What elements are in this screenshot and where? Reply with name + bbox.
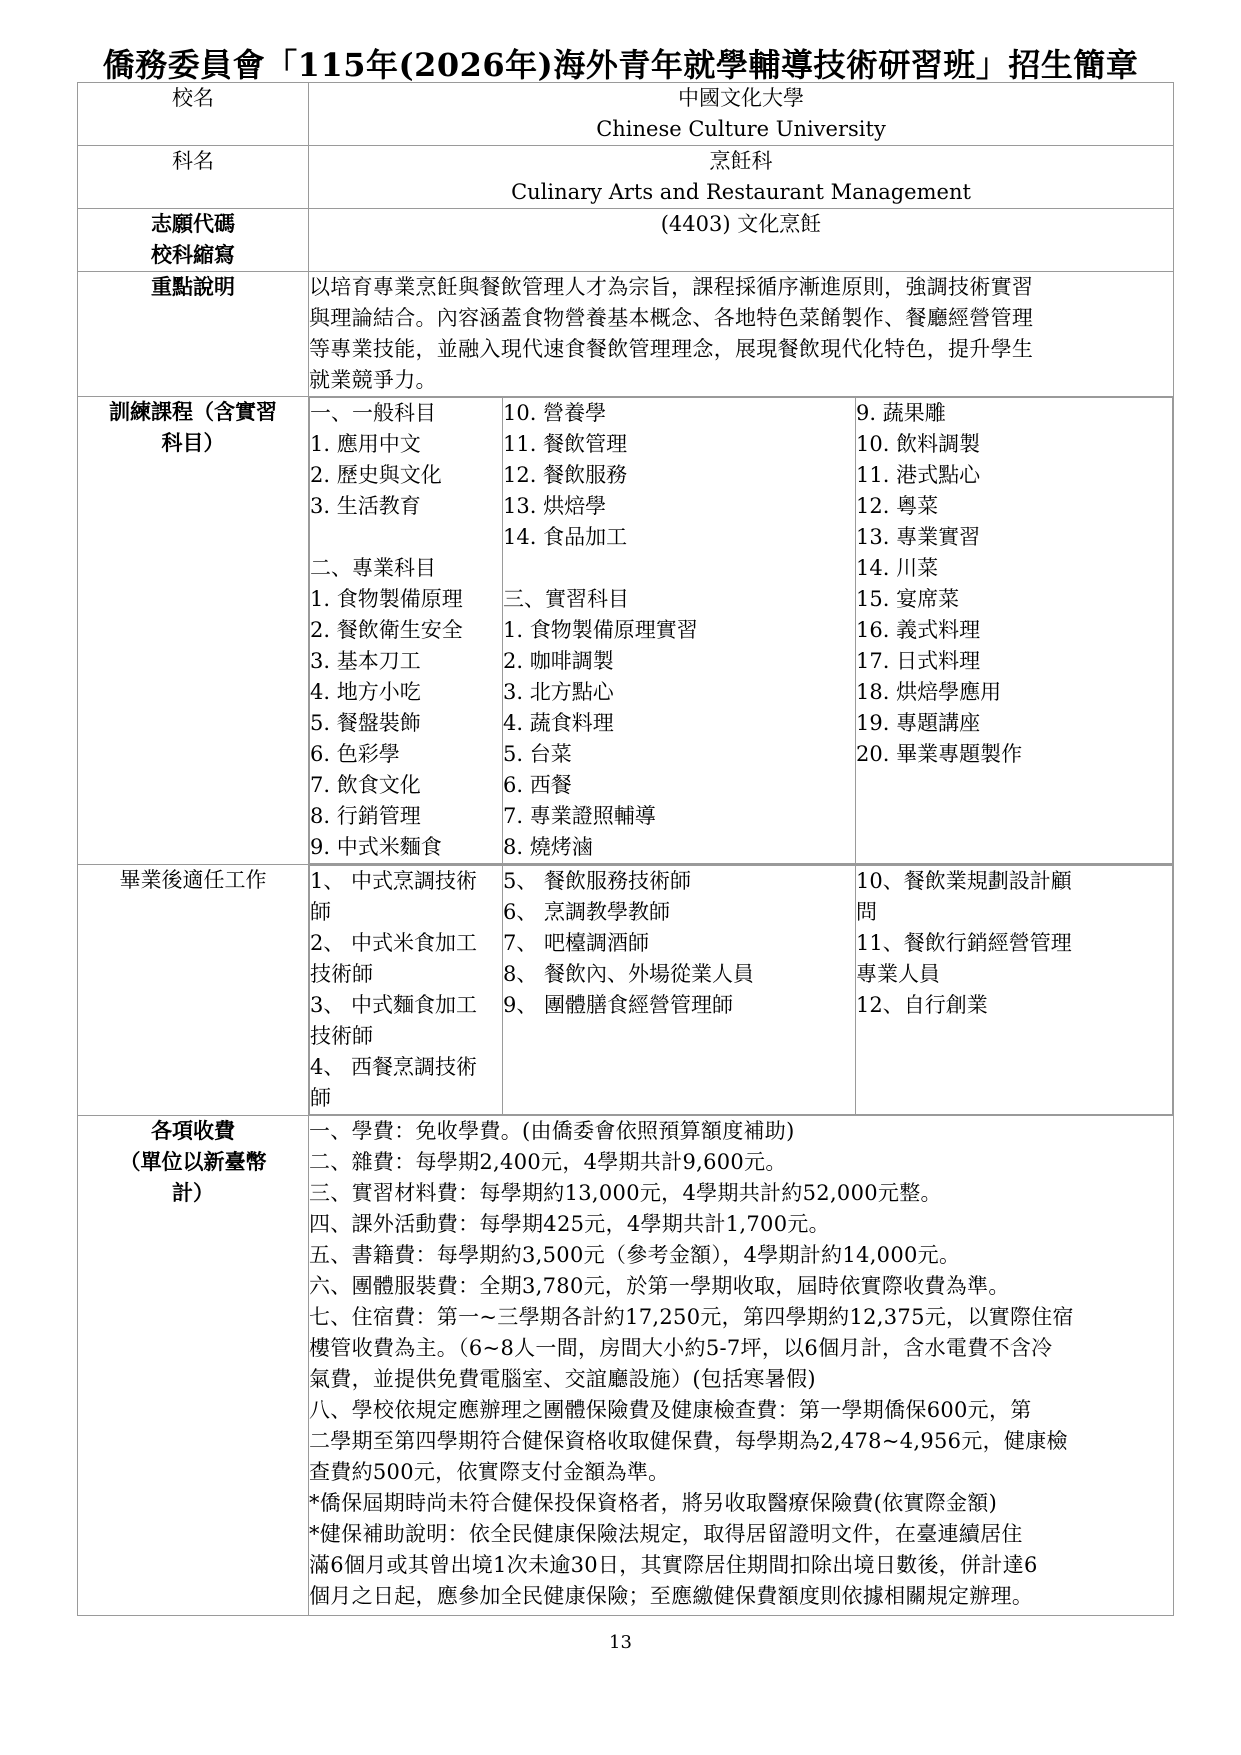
code-label-line1: 志願代碼	[151, 212, 235, 236]
fee-line: 一、學費：免收學費。(由僑委會依照預算額度補助)	[309, 1119, 795, 1143]
job-item: 9、 團體膳食經營管理師	[503, 993, 734, 1017]
course-heading: 三、實習科目	[503, 587, 629, 611]
course-item: 4. 地方小吃	[310, 680, 421, 704]
course-item: 8. 行銷管理	[310, 804, 421, 828]
fee-line: 三、實習材料費：每學期約13,000元，4學期共計約52,000元整。	[309, 1181, 942, 1205]
course-item: 11. 港式點心	[856, 463, 981, 487]
dept-value	[309, 146, 1174, 209]
fees-label-line1: 各項收費	[151, 1119, 235, 1143]
course-item: 12. 餐飲服務	[503, 463, 628, 487]
fee-line: 四、課外活動費：每學期425元，4學期共計1,700元。	[309, 1212, 830, 1236]
fee-line: 滿6個月或其曾出境1次未逾30日，其實際居住期間扣除出境日數後，併計達6	[309, 1553, 1038, 1577]
courses-label	[78, 397, 309, 865]
dept-name-zh: 烹飪科	[709, 149, 773, 173]
row-fees	[78, 1116, 1174, 1616]
key-text	[309, 272, 1174, 397]
fee-line: 七、住宿費：第一~三學期各計約17,250元，第四學期約12,375元，以實際住宿	[309, 1305, 1074, 1329]
key-line: 以培育專業烹飪與餐飲管理人才為宗旨，課程採循序漸進原則，強調技術實習	[309, 275, 1034, 299]
row-courses	[78, 397, 1174, 865]
fees-text	[309, 1116, 1174, 1616]
course-item: 10. 飲料調製	[856, 432, 981, 456]
job-item: 8、 餐飲內、外場從業人員	[503, 962, 755, 986]
course-item: 10. 營養學	[503, 401, 607, 425]
job-item: 專業人員	[856, 962, 940, 986]
job-item: 6、 烹調教學教師	[503, 900, 671, 924]
course-item: 5. 餐盤裝飾	[310, 711, 421, 735]
job-item: 1、 中式烹調技術	[310, 869, 478, 893]
job-item: 11、餐飲行銷經營管理	[856, 931, 1072, 955]
fee-line: *僑保屆期時尚未符合健保投保資格者，將另收取醫療保險費(依實際金額)	[309, 1491, 998, 1515]
course-item: 16. 義式料理	[856, 618, 981, 642]
school-value	[309, 83, 1174, 146]
row-jobs	[78, 865, 1174, 1116]
course-item: 17. 日式料理	[856, 649, 981, 673]
course-item: 1. 食物製備原理	[310, 587, 463, 611]
job-item: 10、餐飲業規劃設計顧	[856, 869, 1072, 893]
course-item: 18. 烘焙學應用	[856, 680, 1002, 704]
row-dept	[78, 146, 1174, 209]
course-item: 13. 烘焙學	[503, 494, 607, 518]
courses-content	[309, 397, 1174, 865]
courses-label-line2: 科目）	[161, 431, 225, 455]
courses-col-1	[310, 398, 503, 864]
document-title: 僑務委員會「115年(2026年)海外青年就學輔導技術研習班」招生簡章	[102, 46, 1139, 84]
code-label	[78, 209, 309, 272]
course-item: 4. 蔬食料理	[503, 711, 614, 735]
fees-label	[78, 1116, 309, 1616]
job-item: 問	[856, 900, 877, 924]
fee-line: 二學期至第四學期符合健保資格收取健保費，每學期為2,478~4,956元，健康檢	[309, 1429, 1068, 1453]
course-item: 2. 餐飲衛生安全	[310, 618, 463, 642]
course-item: 12. 粵菜	[856, 494, 939, 518]
fee-line: 二、雜費：每學期2,400元，4學期共計9,600元。	[309, 1150, 787, 1174]
course-item: 19. 專題講座	[856, 711, 981, 735]
course-item: 5. 台菜	[503, 742, 572, 766]
job-item: 5、 餐飲服務技術師	[503, 869, 692, 893]
job-item: 2、 中式米食加工	[310, 931, 478, 955]
course-item: 13. 專業實習	[856, 525, 981, 549]
fee-line: 樓管收費為主。（6~8人一間，房間大小約5-7坪，以6個月計，含水電費不含冷	[309, 1336, 1053, 1360]
course-item: 7. 飲食文化	[310, 773, 421, 797]
course-item: 2. 歷史與文化	[310, 463, 442, 487]
key-line: 等專業技能，並融入現代速食餐飲管理理念，展現餐飲現代化特色，提升學生	[309, 337, 1034, 361]
jobs-label: 畢業後適任工作	[78, 865, 309, 1116]
job-item: 3、 中式麵食加工	[310, 993, 478, 1017]
course-item: 6. 色彩學	[310, 742, 400, 766]
row-key-points	[78, 272, 1174, 397]
job-item: 技術師	[310, 1024, 373, 1048]
course-item: 1. 應用中文	[310, 432, 421, 456]
row-school	[78, 83, 1174, 146]
course-item: 15. 宴席菜	[856, 587, 960, 611]
jobs-col-3	[856, 866, 1173, 1115]
jobs-col-1	[310, 866, 503, 1115]
code-value: (4403) 文化烹飪	[309, 209, 1174, 272]
jobs-columns	[309, 865, 1173, 1115]
fee-line: 個月之日起，應參加全民健康保險；至應繳健保費額度則依據相關規定辦理。	[309, 1584, 1034, 1608]
course-item: 7. 專業證照輔導	[503, 804, 656, 828]
job-item: 技術師	[310, 962, 373, 986]
fee-line: 八、學校依規定應辦理之團體保險費及健康檢查費：第一學期僑保600元，第	[309, 1398, 1032, 1422]
jobs-col-2	[503, 866, 856, 1115]
course-heading: 二、專業科目	[310, 556, 436, 580]
school-label: 校名	[78, 83, 309, 146]
job-item: 師	[310, 900, 331, 924]
key-label: 重點說明	[78, 272, 309, 397]
job-item: 12、自行創業	[856, 993, 988, 1017]
course-item: 11. 餐飲管理	[503, 432, 628, 456]
fees-label-line3: 計）	[172, 1181, 214, 1205]
fee-line: 五、書籍費：每學期約3,500元（參考金額），4學期計約14,000元。	[309, 1243, 961, 1267]
key-line: 與理論結合。內容涵蓋食物營養基本概念、各地特色菜餚製作、餐廳經營管理	[309, 306, 1034, 330]
dept-name-en: Culinary Arts and Restaurant Management	[511, 180, 971, 204]
fee-line: 查費約500元，依實際支付金額為準。	[309, 1460, 670, 1484]
job-item: 4、 西餐烹調技術	[310, 1055, 478, 1079]
course-item: 8. 燒烤滷	[503, 835, 593, 859]
course-item: 9. 蔬果雕	[856, 401, 946, 425]
course-item: 3. 基本刀工	[310, 649, 421, 673]
courses-col-2	[503, 398, 856, 864]
dept-label: 科名	[78, 146, 309, 209]
course-item: 3. 生活教育	[310, 494, 421, 518]
course-item: 1. 食物製備原理實習	[503, 618, 698, 642]
course-item: 14. 食品加工	[503, 525, 628, 549]
fee-line: 六、團體服裝費：全期3,780元，於第一學期收取，屆時依實際收費為準。	[309, 1274, 1010, 1298]
page-number: 13	[609, 1632, 632, 1653]
fee-line: *健保補助說明：依全民健康保險法規定，取得居留證明文件，在臺連續居住	[309, 1522, 1023, 1546]
job-item: 7、 吧檯調酒師	[503, 931, 650, 955]
fee-line: 氣費，並提供免費電腦室、交誼廳設施）(包括寒暑假)	[309, 1367, 816, 1391]
course-item: 20. 畢業專題製作	[856, 742, 1023, 766]
course-item: 9. 中式米麵食	[310, 835, 442, 859]
row-code	[78, 209, 1174, 272]
courses-label-line1: 訓練課程（含實習	[109, 400, 277, 424]
course-item: 14. 川菜	[856, 556, 939, 580]
admission-table	[77, 82, 1174, 1616]
course-item: 2. 咖啡調製	[503, 649, 614, 673]
school-name-zh: 中國文化大學	[678, 86, 804, 110]
code-label-line2: 校科縮寫	[151, 243, 235, 267]
key-line: 就業競爭力。	[309, 368, 437, 392]
course-item: 3. 北方點心	[503, 680, 614, 704]
fees-label-line2: （單位以新臺幣	[119, 1150, 267, 1174]
course-item: 6. 西餐	[503, 773, 572, 797]
courses-col-3	[856, 398, 1173, 864]
job-item: 師	[310, 1086, 331, 1110]
jobs-content	[309, 865, 1174, 1116]
course-heading: 一、一般科目	[310, 401, 436, 425]
courses-columns	[309, 397, 1173, 864]
school-name-en: Chinese Culture University	[596, 117, 886, 141]
